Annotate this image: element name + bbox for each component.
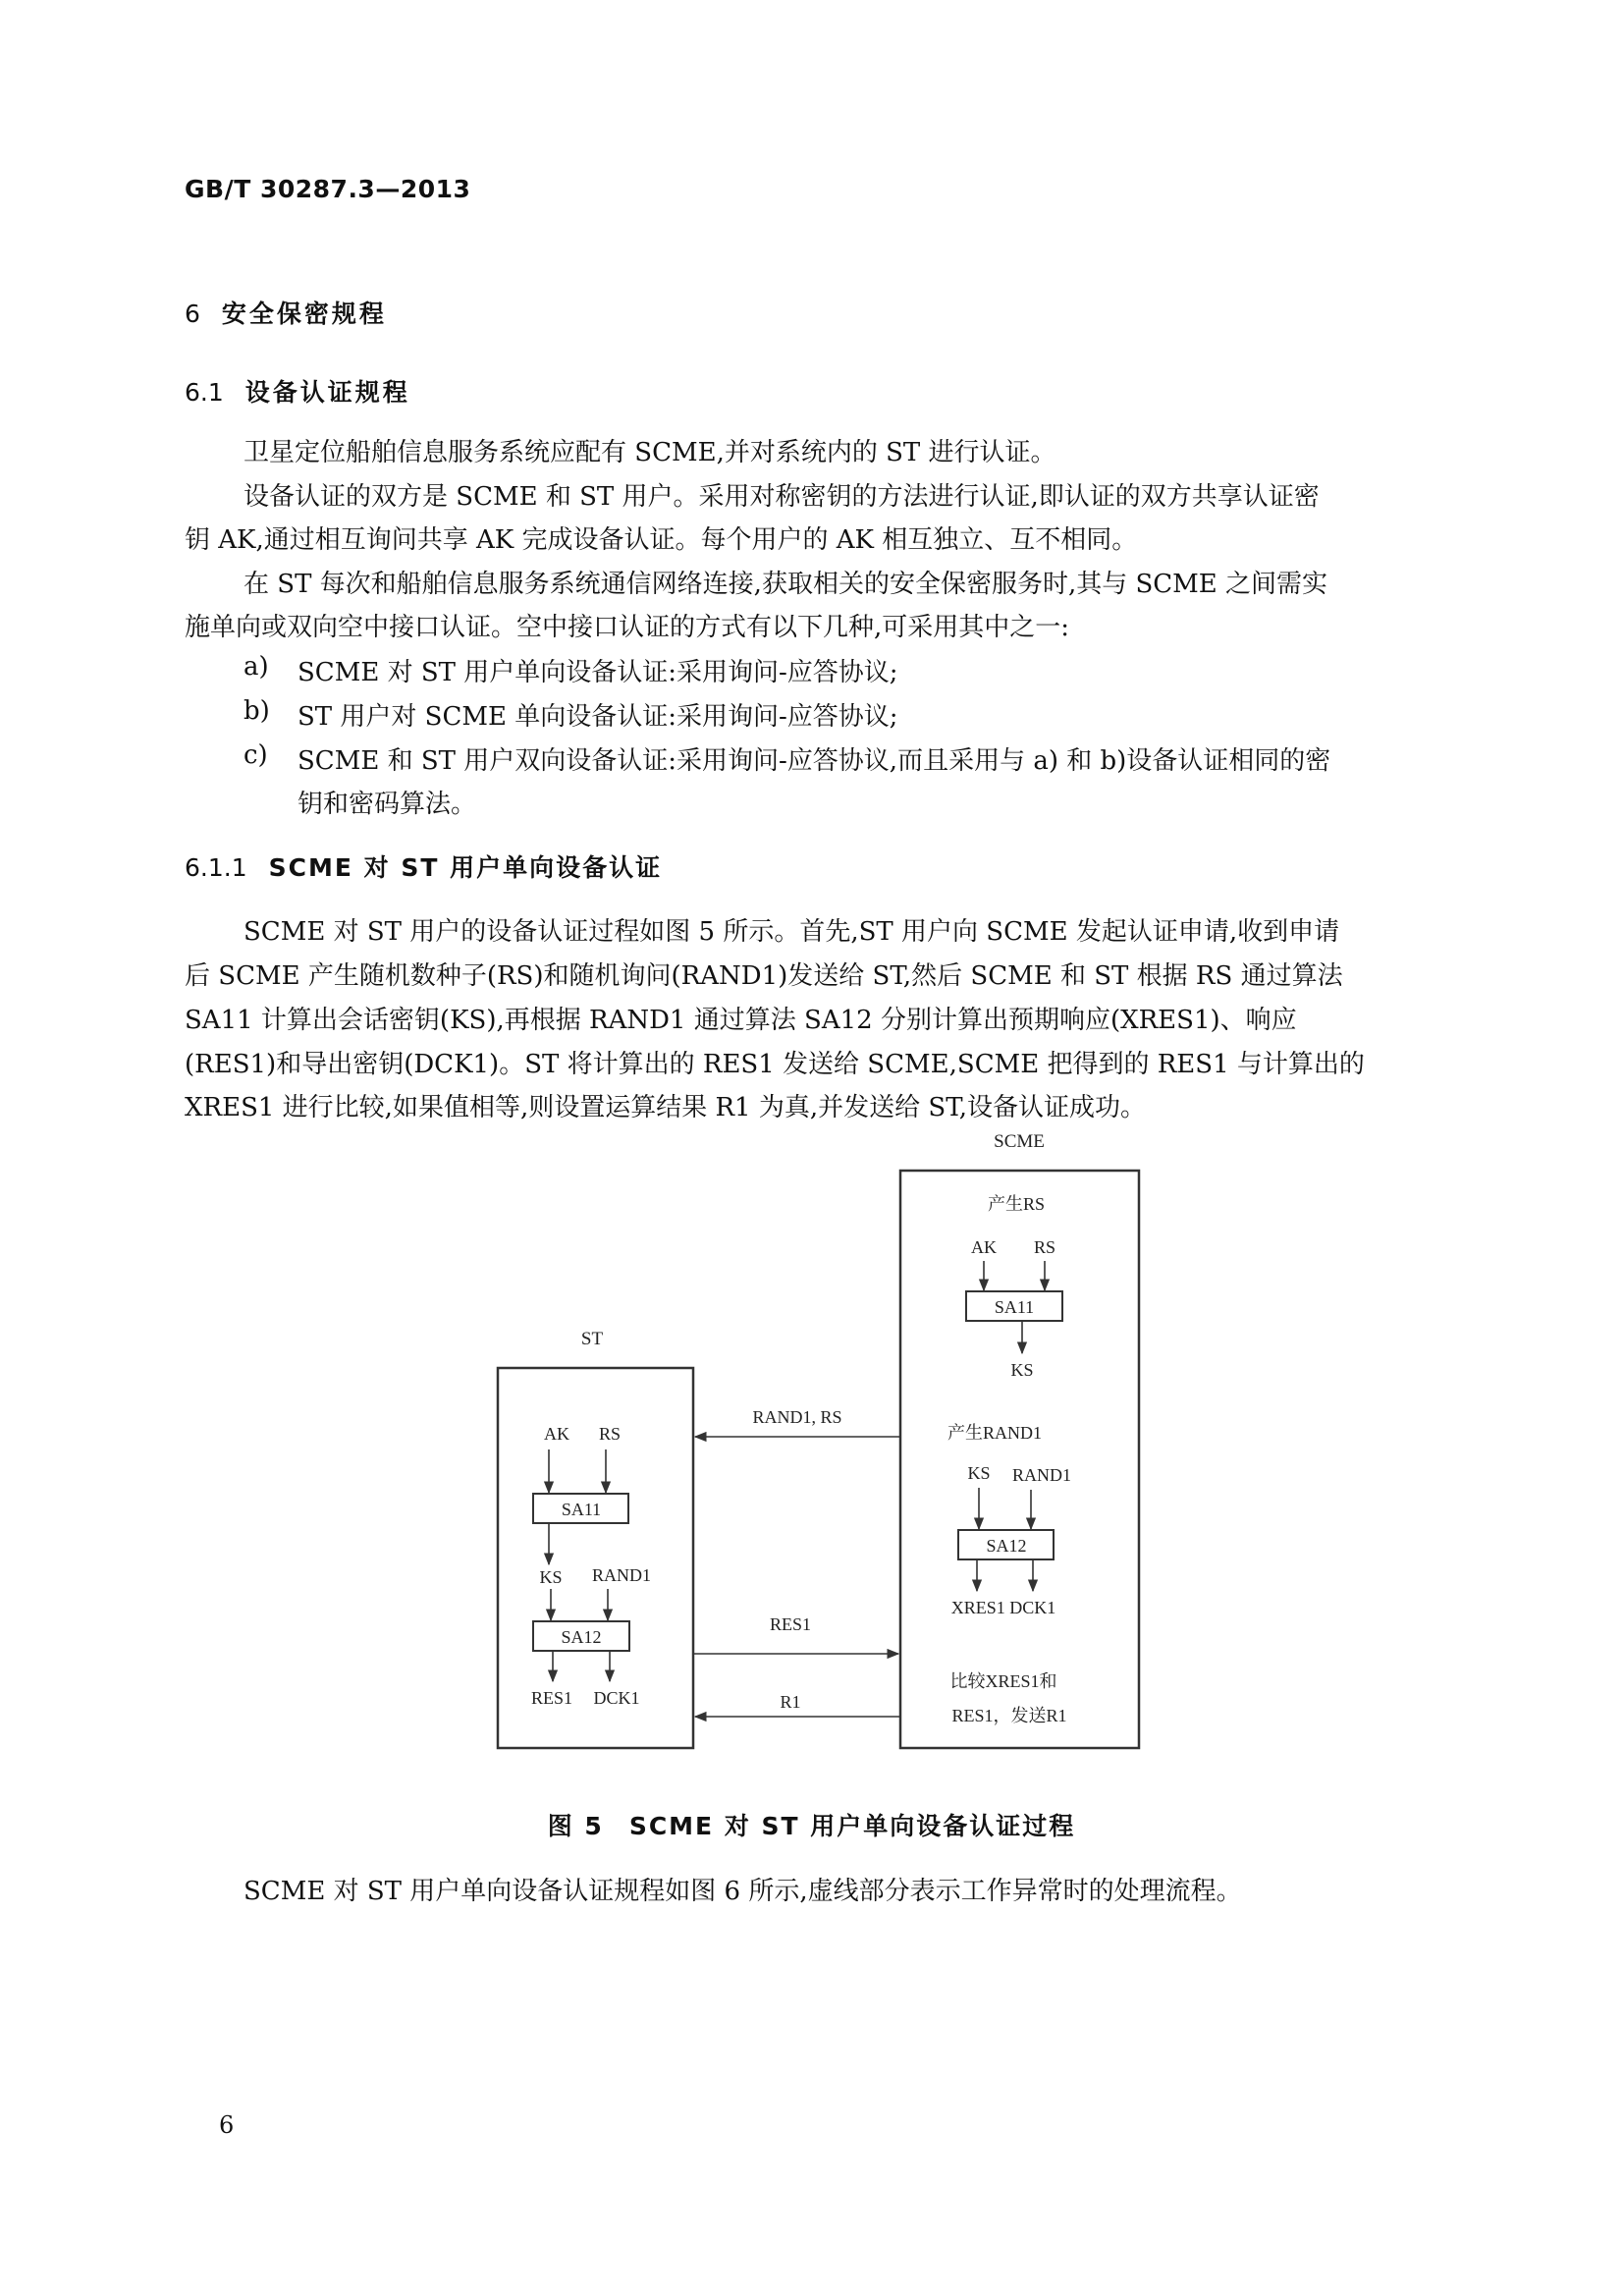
scme-ks-label: KS [1010,1360,1034,1380]
scme-ak-label: AK [971,1237,997,1257]
scme-generate-rs: 产生RS [987,1194,1046,1214]
scme-box [900,1171,1139,1748]
section-6-1-heading [185,373,410,409]
section-6-number: 6 [185,300,200,328]
paragraph-1: 卫星定位船舶信息服务系统应配有 SCME,并对系统内的 ST 进行认证。 [243,438,1056,467]
figure-caption [0,1807,1623,1842]
paragraph-2-line-1: 设备认证的双方是 SCME 和 ST 用户。采用对称密钥的方法进行认证,即认证的双方共享认证密 [243,482,1320,512]
scme-compare-line-2: RES1，发送R1 [951,1706,1067,1725]
section-6-heading [185,295,387,330]
paragraph-5: SCME 对 ST 用户单向设备认证规程如图 6 所示,虚线部分表示工作异常时的处理流程。 [243,1877,1242,1906]
st-rand1-label: RAND1 [591,1565,652,1585]
section-6-1-1-number: 6.1.1 [185,853,247,882]
paragraph-4-line-5: XRES1 进行比较,如果值相等,则设置运算结果 R1 为真,并发送给 ST,设备认证成功。 [185,1093,1146,1122]
scme-rs-label: RS [1033,1237,1056,1257]
section-6-title: 安全保密规程 [221,300,387,328]
paragraph-4-line-4: (RES1)和导出密钥(DCK1)。ST 将计算出的 RES1 发送给 SCME,SCME 把得到的 RES1 与计算出的 [185,1050,1365,1079]
paragraph-3-line-1: 在 ST 每次和船舶信息服务系统通信网络连接,获取相关的安全保密服务时,其与 SCME 之间需实 [243,570,1328,599]
list-item-a-text: SCME 对 ST 用户单向设备认证:采用询问-应答协议; [298,658,898,687]
st-rs-label: RS [598,1424,622,1444]
list-item-b-label: b) [243,696,270,726]
scme-rand1-label: RAND1 [1011,1465,1072,1485]
scme-title: SCME [994,1131,1045,1152]
message-r1-label: R1 [780,1692,801,1712]
st-sa12-label: SA12 [561,1627,602,1647]
paragraph-4-line-2: 后 SCME 产生随机数种子(RS)和随机询问(RAND1)发送给 ST,然后 SCME 和 ST 根据 RS 通过算法 [185,961,1343,991]
paragraph-3-line-2: 施单向或双向空中接口认证。空中接口认证的方式有以下几种,可采用其中之一: [185,613,1070,642]
list-item-c-label: c) [243,740,268,770]
scme-xres1-dck1-label: XRES1 DCK1 [950,1598,1056,1617]
paragraph-2-line-2: 钥 AK,通过相互询问共享 AK 完成设备认证。每个用户的 AK 相互独立、互不相同。 [185,525,1138,555]
paragraph-4-line-3: SA11 计算出会话密钥(KS),再根据 RAND1 通过算法 SA12 分别计算出预期响应(XRES1)、响应 [185,1006,1297,1035]
figure-caption-title: SCME 对 ST 用户单向设备认证过程 [628,1812,1076,1840]
st-res1-label: RES1 [530,1688,573,1708]
st-sa11-label: SA11 [561,1500,602,1519]
message-res1-label: RES1 [769,1614,812,1634]
st-ak-label: AK [544,1424,569,1444]
section-6-1-1-title: SCME 对 ST 用户单向设备认证 [268,853,663,882]
section-6-1-title: 设备认证规程 [244,378,410,407]
scme-sa11-label: SA11 [994,1297,1035,1317]
scme-generate-rand1: 产生RAND1 [947,1423,1043,1443]
scme-sa12-label: SA12 [986,1536,1027,1556]
st-dck1-label: DCK1 [593,1688,640,1708]
scme-compare-line-1: 比较XRES1和 [949,1671,1057,1691]
list-item-c-text-line-1: SCME 和 ST 用户双向设备认证:采用询问-应答协议,而且采用与 a) 和 b)设备认证相同的密 [298,746,1331,776]
figure-caption-label: 图 5 [547,1812,604,1840]
standard-number: GB/T 30287.3—2013 [185,175,471,203]
auth-process-figure [0,1120,1623,1777]
st-ks-label: KS [539,1567,563,1587]
list-item-b-text: ST 用户对 SCME 单向设备认证:采用询问-应答协议; [298,702,898,732]
list-item-a-label: a) [243,652,269,682]
list-item-c-text-line-2: 钥和密码算法。 [298,790,477,819]
page-number: 6 [219,2111,235,2139]
message-rand1-rs-label: RAND1, RS [752,1407,842,1427]
paragraph-4-line-1: SCME 对 ST 用户的设备认证过程如图 5 所示。首先,ST 用户向 SCME 发起认证申请,收到申请 [243,917,1340,947]
st-title: ST [580,1329,604,1349]
section-6-1-1-heading [185,848,662,884]
scme-ks2-label: KS [967,1463,991,1483]
section-6-1-number: 6.1 [185,378,224,407]
